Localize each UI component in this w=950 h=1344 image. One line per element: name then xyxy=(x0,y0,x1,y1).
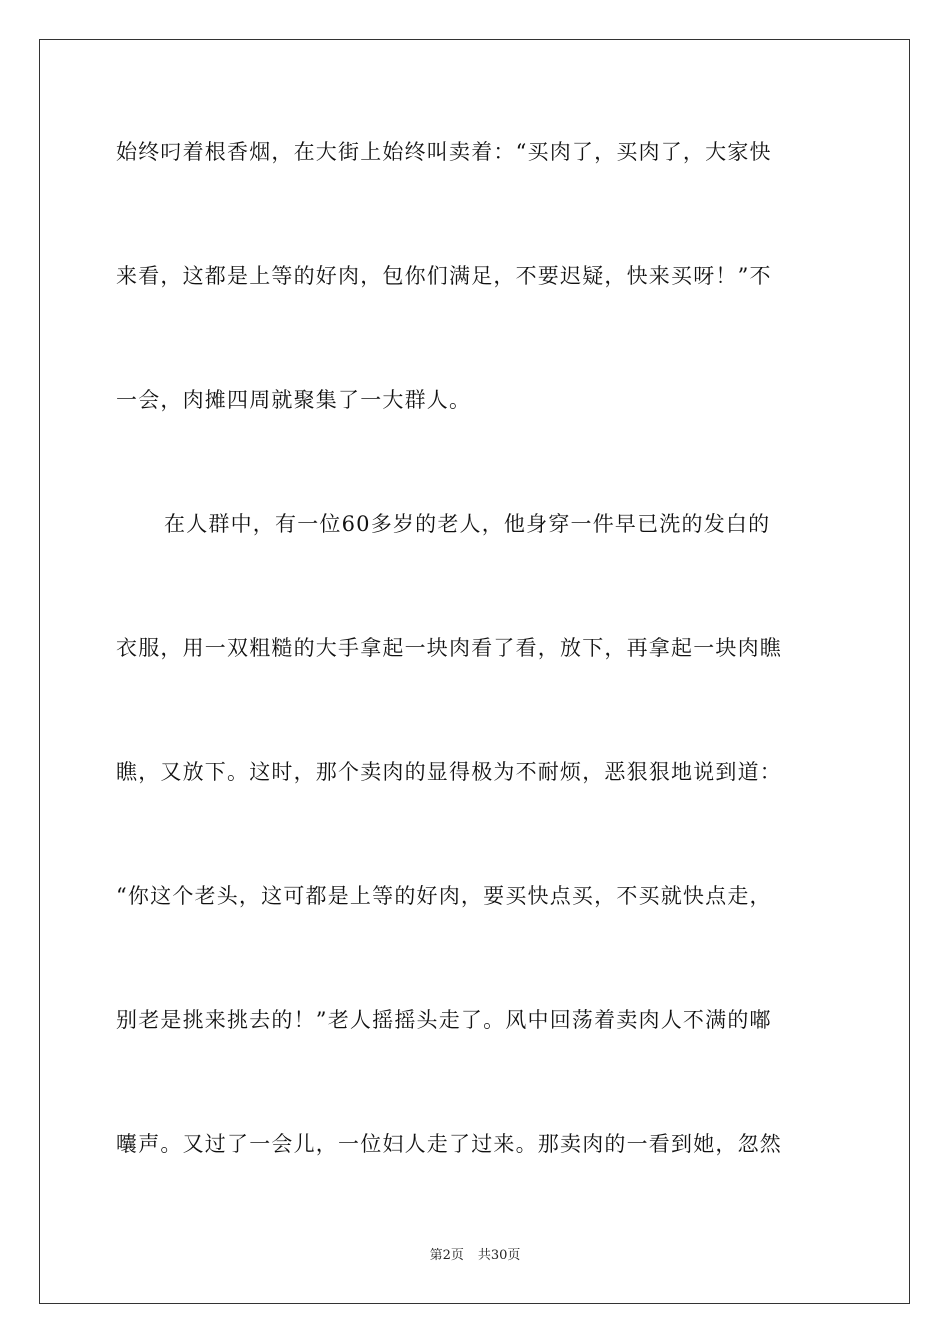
text-line: “你这个老头，这可都是上等的好肉，要买快点买，不买就快点走， xyxy=(116,884,772,908)
page-footer xyxy=(0,1247,950,1265)
text-line: 囔声。又过了一会儿，一位妇人走了过来。那卖肉的一看到她，忽然 xyxy=(116,1132,782,1156)
paragraph-start-line: 在人群中，有一位60多岁的老人，他身穿一件早已洗的发白的 xyxy=(164,512,771,536)
text-line: 瞧，又放下。这时，那个卖肉的显得极为不耐烦，恶狠狠地说到道： xyxy=(116,760,782,784)
text-line: 一会，肉摊四周就聚集了一大群人。 xyxy=(116,388,472,412)
text-line: 别老是挑来挑去的！”老人摇摇头走了。风中回荡着卖肉人不满的嘟 xyxy=(116,1008,772,1032)
text-line: 来看，这都是上等的好肉，包你们满足，不要迟疑，快来买呀！”不 xyxy=(116,264,772,288)
text-line: 始终叼着根香烟，在大街上始终叫卖着：“买肉了，买肉了，大家快 xyxy=(116,140,772,164)
text-line: 衣服，用一双粗糙的大手拿起一块肉看了看，放下，再拿起一块肉瞧 xyxy=(116,636,782,660)
page-frame xyxy=(39,39,910,1304)
page-number: 第2页 xyxy=(429,1248,464,1263)
page-total: 共30页 xyxy=(477,1248,521,1263)
